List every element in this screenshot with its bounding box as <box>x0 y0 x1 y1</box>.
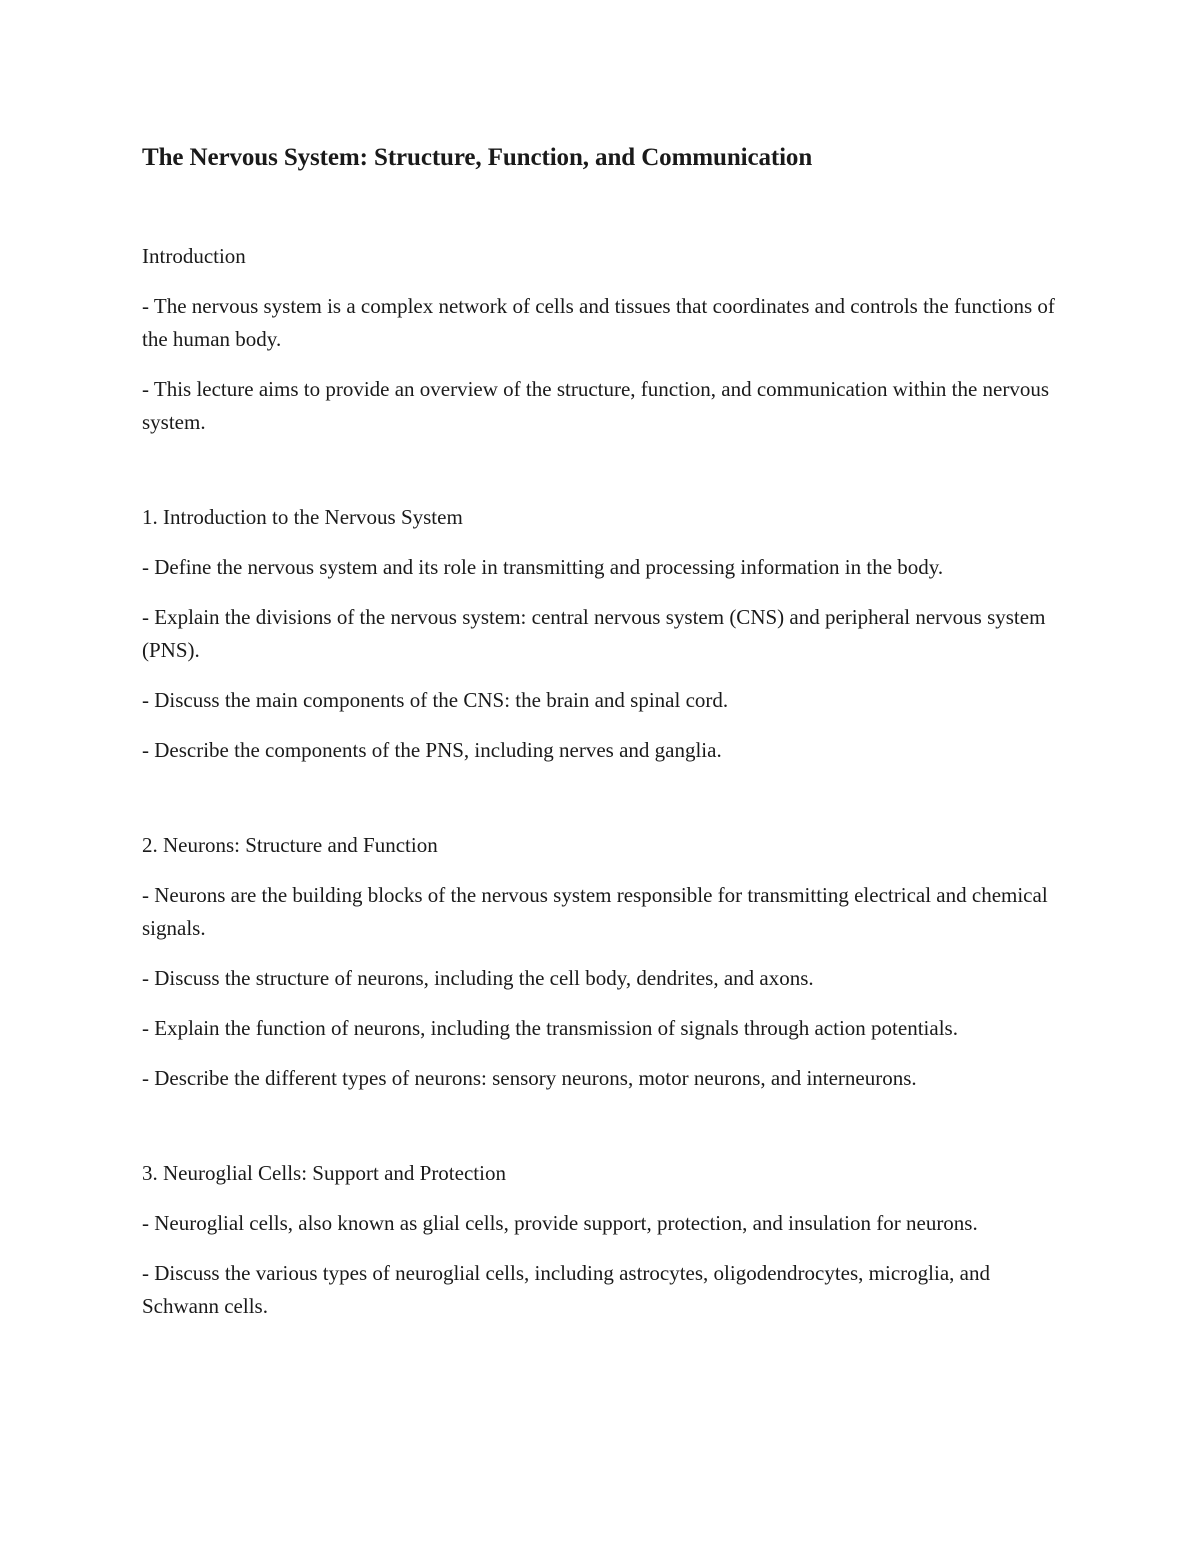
paragraph: - Discuss the main components of the CNS: the brain and spinal cord. <box>142 688 729 712</box>
section-intro-nervous-system <box>142 501 1072 767</box>
paragraph: - Explain the function of neurons, including the transmission of signals through action potentials. <box>142 1016 958 1040</box>
page-title: The Nervous System: Structure, Function, and Communication <box>142 144 813 171</box>
paragraph: - Neurons are the building blocks of the nervous system responsible for transmitting electrical and chemical signals. <box>142 883 1048 940</box>
paragraph: - Discuss the structure of neurons, including the cell body, dendrites, and axons. <box>142 966 814 990</box>
paragraph: - Describe the different types of neurons: sensory neurons, motor neurons, and interneurons. <box>142 1066 917 1090</box>
paragraph: - Discuss the various types of neuroglial cells, including astrocytes, oligodendrocytes, microglia, and Schwann cells. <box>142 1261 990 1318</box>
paragraph: - This lecture aims to provide an overview of the structure, function, and communication within the nervous system. <box>142 377 1050 434</box>
section-heading: 3. Neuroglial Cells: Support and Protection <box>142 1161 506 1185</box>
paragraph: - The nervous system is a complex network of cells and tissues that coordinates and controls the functions of the human body. <box>142 294 1055 351</box>
paragraph: - Describe the components of the PNS, including nerves and ganglia. <box>142 738 722 762</box>
document-page <box>142 140 1072 1323</box>
section-neuroglial-cells <box>142 1157 1072 1323</box>
paragraph: - Explain the divisions of the nervous system: central nervous system (CNS) and peripheral nervous system (PNS). <box>142 605 1046 662</box>
section-heading: 2. Neurons: Structure and Function <box>142 833 438 857</box>
paragraph: - Neuroglial cells, also known as glial cells, provide support, protection, and insulation for neurons. <box>142 1211 978 1235</box>
section-introduction <box>142 240 1072 439</box>
section-neurons <box>142 829 1072 1095</box>
paragraph: - Define the nervous system and its role in transmitting and processing information in the body. <box>142 555 944 579</box>
section-heading: Introduction <box>142 244 246 268</box>
section-heading: 1. Introduction to the Nervous System <box>142 505 463 529</box>
